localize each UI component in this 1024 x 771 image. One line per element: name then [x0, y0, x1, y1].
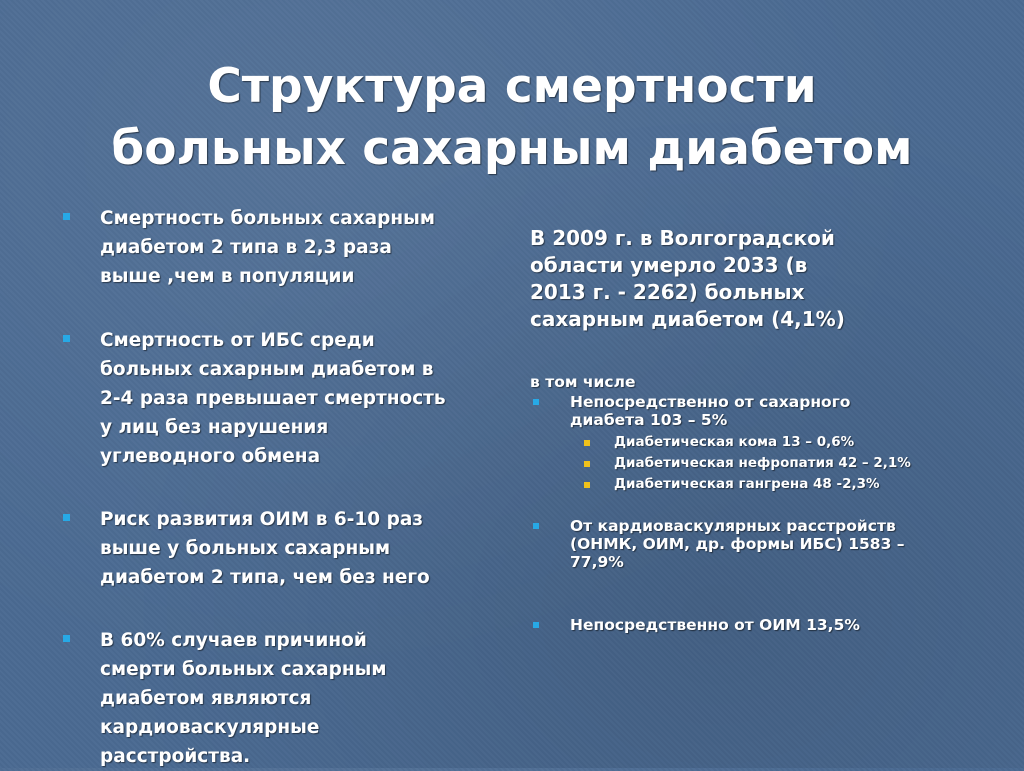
square-bullet-icon	[533, 523, 539, 529]
right-column	[530, 225, 1000, 634]
text-line: 2013 г. - 2262) больных	[530, 280, 805, 304]
square-bullet-icon	[63, 635, 70, 642]
right-bullet-item	[530, 393, 1000, 429]
right-bullet-item	[530, 517, 1000, 571]
left-column	[60, 204, 500, 771]
slide-title-line-2: больных сахарным диабетом	[111, 121, 913, 176]
text-line: диабета 103 – 5%	[570, 411, 728, 429]
text-line: Диабетическая нефропатия 42 – 2,1%	[614, 455, 911, 471]
text-line: диабетом являются	[100, 688, 312, 709]
left-bullet-item	[60, 204, 500, 291]
text-line: От кардиоваскулярных расстройств	[570, 517, 896, 535]
left-bullet-item	[60, 505, 500, 592]
slide-title	[0, 56, 1024, 180]
text-line: больных сахарным диабетом в	[100, 359, 434, 380]
text-line: у лиц без нарушения	[100, 417, 329, 438]
square-bullet-icon	[533, 399, 539, 405]
text-line: Смертность от ИБС среди	[100, 330, 375, 351]
text-line: сахарным диабетом (4,1%)	[530, 307, 845, 331]
including-label: в том числе	[530, 373, 636, 391]
yellow-square-bullet-icon	[584, 461, 590, 467]
square-bullet-icon	[63, 514, 70, 521]
text-line: диабетом 2 типа, чем без него	[100, 567, 430, 588]
slide-title-line-1: Структура смертности	[207, 59, 817, 114]
sub-bullet-item	[530, 453, 1000, 474]
intro-paragraph	[530, 225, 1000, 333]
text-line: Смертность больных сахарным	[100, 208, 436, 229]
text-line: Диабетическая кома 13 – 0,6%	[614, 434, 855, 450]
text-line: выше ,чем в популяции	[100, 266, 355, 287]
square-bullet-icon	[63, 335, 70, 342]
text-line: расстройства.	[100, 746, 251, 767]
text-line: Риск развития ОИМ в 6-10 раз	[100, 509, 424, 530]
text-line: углеводного обмена	[100, 446, 321, 467]
square-bullet-icon	[63, 213, 70, 220]
right-bullet-item	[530, 616, 1000, 634]
text-line: Диабетическая гангрена 48 -2,3%	[614, 476, 880, 492]
square-bullet-icon	[533, 622, 539, 628]
text-line: 2-4 раза превышает смертность	[100, 388, 446, 409]
left-bullet-item	[60, 326, 500, 471]
text-line: кардиоваскулярные	[100, 717, 320, 738]
yellow-square-bullet-icon	[584, 482, 590, 488]
sub-bullet-item	[530, 432, 1000, 453]
text-line: области умерло 2033 (в	[530, 253, 808, 277]
text-line: Непосредственно от сахарного	[570, 393, 851, 411]
text-line: выше у больных сахарным	[100, 538, 391, 559]
text-line: смерти больных сахарным	[100, 659, 387, 680]
text-line: Непосредственно от ОИМ 13,5%	[570, 616, 860, 634]
text-line: диабетом 2 типа в 2,3 раза	[100, 237, 392, 258]
sub-bullet-item	[530, 474, 1000, 495]
text-line: В 60% случаев причиной	[100, 630, 367, 651]
left-bullet-item	[60, 626, 500, 771]
text-line: В 2009 г. в Волгоградской	[530, 226, 835, 250]
text-line: (ОНМК, ОИМ, др. формы ИБС) 1583 –	[570, 535, 905, 553]
yellow-square-bullet-icon	[584, 440, 590, 446]
text-line: 77,9%	[570, 553, 624, 571]
